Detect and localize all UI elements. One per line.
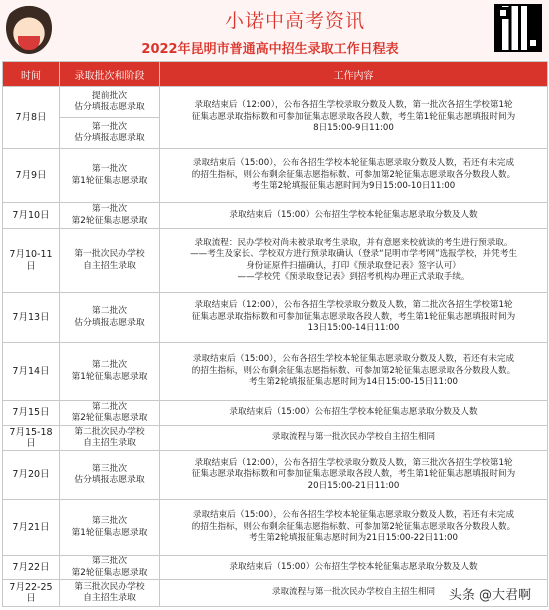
row-batch [60, 229, 160, 293]
brand-name: 小诺中高考资讯 [224, 10, 365, 32]
avatar-logo [6, 2, 52, 54]
row-content [160, 451, 548, 500]
content-line: ——学校凭《预录取登记表》到招考机构办理正式录取手续。 [237, 272, 470, 282]
content-line: 录取结束后（15:00）公布招生学校本轮征集志愿录取分数及人数 [229, 209, 478, 220]
content-line: 的招生指标，则公布剩余征集志愿指标数、可参加第2轮征集志愿录取各分数段人数。 [191, 521, 516, 532]
batch-line: 估分填报志愿录取 [74, 133, 145, 143]
row-content [160, 426, 548, 451]
row-batch [60, 556, 160, 580]
batch-line: 第三批次民办学校 [74, 581, 145, 592]
row-date: 7月20日 [3, 451, 60, 500]
content-line: 录取结束后（12:00），公布各招生学校录取分数及人数，第二批次各招生学校第1轮 [194, 300, 513, 311]
content-line: 录取结束后（15:00），公布各招生学校本轮征集志愿录取分数及人数，若还有未完成 [192, 510, 515, 521]
table-row [3, 426, 548, 451]
content-line: 录取结束后（15:00）公布招生学校本轮征集志愿录取分数及人数 [229, 561, 478, 572]
batch-line: 第2轮征集志愿录取 [71, 413, 148, 423]
content-line: 录取结束后（15:00），公布各招生学校本轮征集志愿录取分数及人数，若还有未完成 [192, 158, 515, 169]
content-line: ——考生及家长、学校双方进行预录取确认（登录“昆明市学考网”选报学校，并凭考生 [190, 249, 517, 259]
content-line: 录取结束后（12:00），公布各招生学校录取分数及人数，第三批次各招生学校第1轮 [194, 457, 513, 468]
row-date: 7月9日 [3, 149, 60, 203]
batch-line: 第二批次民办学校 [74, 426, 145, 437]
row-batch [60, 343, 160, 401]
content-line: 考生第2轮填报征集志愿时间为14日15:00-15日11:00 [249, 377, 458, 388]
content-line: 录取流程与第一批次民办学校自主招生相同 [271, 432, 436, 443]
footer-watermark: 头条 @大君啊 [445, 583, 535, 604]
row-content [160, 203, 548, 229]
row-content [160, 401, 548, 426]
column-header-batch: 录取批次和阶段 [60, 62, 160, 87]
table-row [3, 293, 548, 343]
content-line: 的招生指标，则公布剩余征集志愿指标数、可参加第2轮征集志愿录取各分数段人数。 [191, 169, 516, 180]
row-batch [60, 500, 160, 556]
table-row [3, 556, 548, 580]
row-date: 7月21日 [3, 500, 60, 556]
schedule-body [3, 87, 548, 607]
row-batch [60, 401, 160, 426]
batch-line: 自主招生录取 [83, 438, 136, 448]
content-line: 征集志愿录取指标数和可参加征集志愿录取各段人数，考生第1轮征集志愿填报时间为 [191, 311, 516, 322]
row-date: 7月15日 [3, 401, 60, 426]
batch-line: 自主招生录取 [83, 593, 136, 603]
table-header-row [3, 62, 548, 87]
content-line: 8日15:00-9日11:00 [313, 123, 394, 134]
row-batch [60, 426, 160, 451]
column-header-date: 时间 [3, 62, 60, 87]
row-date: 7月10-11日 [3, 229, 60, 293]
table-row [3, 451, 548, 500]
table-row [3, 87, 548, 118]
batch-line: 自主招生录取 [83, 260, 136, 271]
row-content [160, 293, 548, 343]
content-line: 录取流程：民办学校对尚未被录取考生录取，并有意愿来校就读的考生进行预录取。 [194, 237, 513, 248]
qr-code-icon [494, 4, 542, 52]
row-content [160, 87, 548, 149]
row-batch [60, 203, 160, 229]
batch-line: 第一批次 [91, 204, 128, 214]
row-date: 7月15-18日 [3, 426, 60, 451]
content-line: 录取流程与第一批次民办学校自主招生相同 [271, 587, 436, 598]
batch-line: 第一批次 [91, 121, 128, 132]
batch-line: 第二批次 [91, 360, 128, 370]
row-content [160, 500, 548, 556]
content-line: 征集志愿录取指标数和可参加征集志愿录取各段人数，考生第1轮征集志愿填报时间为 [191, 469, 516, 480]
batch-line: 第三批次 [91, 516, 128, 526]
batch-line: 第二批次 [91, 401, 128, 412]
batch-line: 第1轮征集志愿录取 [71, 527, 148, 538]
content-line: 录取结束后（15:00）公布招生学校本轮征集志愿录取分数及人数 [229, 407, 478, 418]
table-row [3, 203, 548, 229]
content-line: 录取结束后（12:00），公布各招生学校录取分数及人数，第一批次各招生学校第1轮 [194, 100, 513, 111]
row-date: 7月22日 [3, 556, 60, 580]
batch-line: 估分填报志愿录取 [74, 317, 145, 328]
row-content [160, 149, 548, 203]
table-row [3, 500, 548, 556]
batch-line: 第二批次 [91, 306, 128, 316]
row-date: 7月8日 [3, 87, 60, 149]
content-line: 录取结束后（15:00），公布各招生学校本轮征集志愿录取分数及人数，若还有未完成 [192, 354, 515, 365]
batch-line: 第一批次民办学校 [74, 249, 145, 259]
content-line: 身份证原件扫描确认，打印《预录取登记表》签字认可） [246, 260, 461, 271]
batch-line: 第三批次 [91, 556, 128, 566]
content-line: 的招生指标，则公布剩余征集志愿指标数、可参加第2轮征集志愿录取各分数段人数。 [191, 365, 516, 376]
row-content [160, 229, 548, 293]
content-line: 13日15:00-14日11:00 [307, 323, 400, 334]
batch-line: 估分填报志愿录取 [74, 102, 145, 112]
row-batch [60, 293, 160, 343]
content-line: 征集志愿录取指标数和可参加征集志愿录取各段人数，考生第1轮征集志愿填报时间为 [191, 111, 516, 122]
schedule-table [2, 61, 548, 607]
content-line: 考生第2轮填报征集志愿时间为9日15:00-10日11:00 [251, 181, 456, 192]
row-batch [60, 580, 160, 607]
batch-line: 提前批次 [91, 90, 128, 101]
row-content [160, 343, 548, 401]
table-row [3, 149, 548, 203]
column-header-content: 工作内容 [160, 62, 548, 87]
batch-line: 第2轮征集志愿录取 [71, 567, 148, 578]
row-batch [60, 451, 160, 500]
row-date: 7月22-25日 [3, 580, 60, 607]
row-date: 7月14日 [3, 343, 60, 401]
row-date: 7月13日 [3, 293, 60, 343]
table-row [3, 343, 548, 401]
batch-line: 估分填报志愿录取 [74, 475, 145, 485]
batch-line: 第1轮征集志愿录取 [71, 175, 148, 186]
document-title: 2022年昆明市普通高中招生录取工作日程表 [141, 42, 399, 57]
row-batch [60, 118, 160, 149]
row-batch [60, 149, 160, 203]
batch-line: 第1轮征集志愿录取 [71, 371, 148, 382]
row-date: 7月10日 [3, 203, 60, 229]
table-row [3, 229, 548, 293]
batch-line: 第一批次 [91, 164, 128, 174]
content-line: 考生第2轮填报征集志愿时间为21日15:00-22日11:00 [249, 533, 458, 544]
content-line: 20日15:00-21日11:00 [307, 480, 400, 491]
row-batch [60, 87, 160, 118]
table-row [3, 401, 548, 426]
batch-line: 第2轮征集志愿录取 [71, 215, 148, 226]
batch-line: 第三批次 [91, 463, 128, 474]
row-content [160, 556, 548, 580]
header-banner [0, 0, 549, 60]
